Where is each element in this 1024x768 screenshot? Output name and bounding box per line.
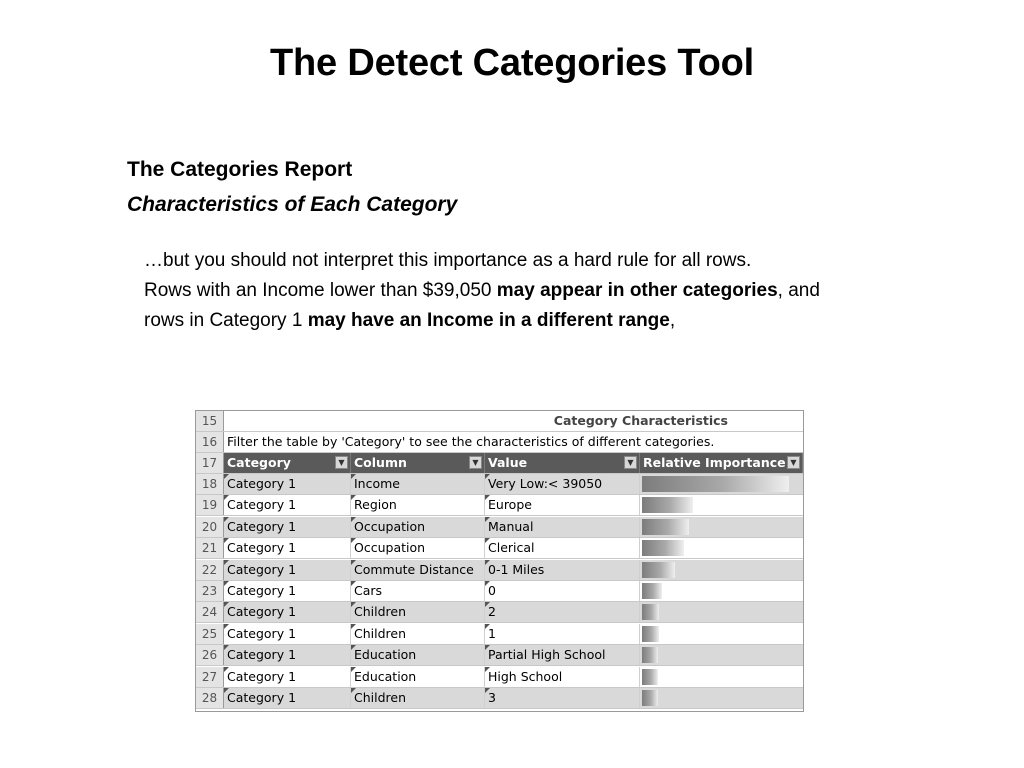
table-row	[196, 517, 803, 538]
cell-indicator-icon	[224, 474, 229, 479]
cell-value	[485, 602, 640, 622]
cell-category-text: Category 1	[227, 583, 297, 598]
row-number: 24	[196, 602, 224, 622]
importance-bar	[642, 626, 659, 642]
paragraph-3-lead: rows in Category 1	[144, 310, 308, 331]
cell-category	[224, 624, 351, 644]
cell-category-text: Category 1	[227, 604, 297, 620]
importance-bar	[642, 604, 659, 620]
paragraph-1: …but you should not interpret this importance as a hard rule for all rows.	[144, 250, 752, 271]
table-row	[196, 667, 803, 688]
dropdown-arrow-icon[interactable]: ▼	[624, 456, 637, 469]
table-row	[196, 581, 803, 602]
cell-indicator-icon	[351, 688, 356, 693]
cell-category	[224, 667, 351, 687]
cell-indicator-icon	[224, 624, 229, 629]
cell-importance	[640, 538, 803, 558]
cell-column	[351, 474, 485, 494]
paragraph-3-tail: ,	[669, 310, 676, 331]
row-number: 20	[196, 517, 224, 537]
cell-indicator-icon	[351, 474, 356, 479]
importance-bar	[642, 562, 675, 578]
cell-column-text: Education	[354, 668, 417, 684]
cell-category-text: Category 1	[227, 561, 297, 577]
cell-importance	[640, 517, 803, 537]
cell-value-text: 0	[488, 583, 496, 598]
cell-value	[485, 517, 640, 537]
paragraph-2	[144, 276, 914, 306]
paragraph-2-tail: , and	[777, 280, 820, 301]
cell-value	[485, 538, 640, 558]
slide-title: The Detect Categories Tool	[270, 42, 754, 84]
row-number: 15	[196, 411, 224, 431]
cell-column	[351, 624, 485, 644]
cell-indicator-icon	[224, 667, 229, 672]
importance-bar	[642, 583, 662, 599]
cell-column	[351, 495, 485, 515]
table-row	[196, 602, 803, 623]
cell-importance	[640, 560, 803, 580]
cell-column-text: Occupation	[354, 518, 426, 534]
cell-indicator-icon	[351, 538, 356, 543]
table-header-row	[196, 453, 803, 474]
cell-category	[224, 602, 351, 622]
cell-column-text: Children	[354, 625, 407, 641]
cell-value-text: Europe	[488, 497, 532, 513]
importance-bar	[642, 669, 658, 685]
header-category	[224, 453, 351, 473]
cell-indicator-icon	[224, 538, 229, 543]
table-row	[196, 495, 803, 516]
cell-category-text: Category 1	[227, 625, 297, 641]
row-number: 25	[196, 624, 224, 644]
sheet-note: Filter the table by 'Category' to see the characteristics of different categories.	[227, 434, 715, 449]
cell-importance	[640, 602, 803, 622]
cell-column	[351, 581, 485, 601]
cell-column	[351, 667, 485, 687]
table-row	[196, 560, 803, 581]
table-row	[196, 538, 803, 559]
cell-indicator-icon	[351, 645, 356, 650]
spreadsheet-screenshot	[195, 410, 804, 712]
cell-value	[485, 624, 640, 644]
paragraph-3	[144, 306, 914, 336]
cell-category	[224, 560, 351, 580]
cell-category	[224, 495, 351, 515]
cell-column-text: Children	[354, 604, 407, 620]
cell-indicator-icon	[485, 517, 490, 522]
cell-column-text: Education	[354, 647, 417, 663]
row-number: 18	[196, 474, 224, 494]
cell-category	[224, 581, 351, 601]
table-row	[196, 624, 803, 645]
importance-bar	[642, 647, 658, 663]
cell-column-text: Region	[354, 497, 397, 513]
header-column-label: Column	[354, 455, 407, 470]
cell-importance	[640, 645, 803, 665]
cell-value-text: 2	[488, 604, 496, 620]
cell-column	[351, 560, 485, 580]
cell-column	[351, 538, 485, 558]
cell-indicator-icon	[485, 645, 490, 650]
filter-active-icon[interactable]: ▼	[335, 456, 348, 469]
cell-indicator-icon	[351, 581, 356, 586]
cell-value	[485, 645, 640, 665]
cell-value-text: 3	[488, 690, 496, 705]
cell-category-text: Category 1	[227, 476, 297, 491]
cell-importance	[640, 474, 803, 494]
cell-column	[351, 517, 485, 537]
cell-value-text: High School	[488, 668, 563, 684]
cell-value-text: 0-1 Miles	[488, 561, 545, 577]
header-value-label: Value	[488, 455, 528, 470]
importance-bar	[642, 540, 684, 556]
cell-value	[485, 474, 640, 494]
cell-indicator-icon	[351, 560, 356, 565]
cell-value-text: Very Low:< 39050	[488, 476, 603, 491]
cell-importance	[640, 581, 803, 601]
subtitle	[127, 152, 457, 222]
row-number: 21	[196, 538, 224, 558]
cell-column-text: Children	[354, 690, 407, 705]
cell-column-text: Cars	[354, 583, 383, 598]
cell-value-text: 1	[488, 625, 496, 641]
cell-category-text: Category 1	[227, 647, 297, 663]
cell-indicator-icon	[485, 538, 490, 543]
cell-category-text: Category 1	[227, 518, 297, 534]
row-number: 27	[196, 667, 224, 687]
header-column	[351, 453, 485, 473]
importance-bar	[642, 476, 789, 492]
sheet-title-row	[196, 411, 803, 432]
cell-indicator-icon	[224, 581, 229, 586]
header-category-label: Category	[227, 455, 291, 470]
cell-importance	[640, 688, 803, 708]
subtitle-characteristics: Characteristics of Each Category	[127, 193, 458, 216]
subtitle-report-name: The Categories Report	[127, 158, 353, 181]
cell-indicator-icon	[485, 624, 490, 629]
cell-indicator-icon	[485, 560, 490, 565]
cell-value	[485, 560, 640, 580]
cell-indicator-icon	[485, 602, 490, 607]
cell-indicator-icon	[351, 517, 356, 522]
cell-column	[351, 645, 485, 665]
table-row	[196, 688, 803, 709]
cell-importance	[640, 495, 803, 515]
row-number: 26	[196, 645, 224, 665]
table-row	[196, 645, 803, 666]
cell-indicator-icon	[485, 474, 490, 479]
cell-column-text: Occupation	[354, 540, 426, 556]
cell-indicator-icon	[351, 667, 356, 672]
cell-importance	[640, 624, 803, 644]
cell-category-text: Category 1	[227, 540, 297, 556]
importance-bar	[642, 497, 693, 513]
row-number: 17	[196, 453, 224, 473]
cell-value	[485, 581, 640, 601]
cell-indicator-icon	[485, 688, 490, 693]
cell-indicator-icon	[224, 495, 229, 500]
cell-category-text: Category 1	[227, 668, 297, 684]
cell-column	[351, 602, 485, 622]
cell-indicator-icon	[224, 602, 229, 607]
cell-indicator-icon	[224, 560, 229, 565]
cell-category-text: Category 1	[227, 690, 297, 705]
paragraph-2-lead: Rows with an Income lower than $39,050	[144, 280, 497, 301]
cell-indicator-icon	[224, 688, 229, 693]
header-importance-label: Relative Importance	[643, 455, 786, 470]
cell-indicator-icon	[224, 517, 229, 522]
cell-value	[485, 495, 640, 515]
cell-value	[485, 667, 640, 687]
table-row	[196, 474, 803, 495]
sheet-note-row	[196, 432, 803, 453]
cell-value-text: Clerical	[488, 540, 535, 556]
row-number: 23	[196, 581, 224, 601]
cell-value-text: Manual	[488, 518, 534, 534]
row-number: 16	[196, 432, 224, 452]
dropdown-arrow-icon[interactable]: ▼	[787, 456, 800, 469]
importance-bar	[642, 519, 689, 535]
cell-category	[224, 474, 351, 494]
cell-value	[485, 688, 640, 708]
body-text	[144, 246, 914, 336]
sheet-title: Category Characteristics	[553, 413, 728, 428]
dropdown-arrow-icon[interactable]: ▼	[469, 456, 482, 469]
cell-value-text: Partial High School	[488, 647, 606, 663]
cell-column-text: Income	[354, 476, 400, 491]
cell-indicator-icon	[351, 602, 356, 607]
cell-category	[224, 645, 351, 665]
cell-indicator-icon	[485, 667, 490, 672]
cell-indicator-icon	[485, 495, 490, 500]
cell-category	[224, 517, 351, 537]
cell-column-text: Commute Distance	[354, 561, 474, 577]
importance-bar	[642, 690, 658, 706]
row-number: 19	[196, 495, 224, 515]
cell-indicator-icon	[224, 645, 229, 650]
cell-indicator-icon	[351, 495, 356, 500]
paragraph-2-emphasis: may appear in other categories	[496, 280, 778, 301]
cell-category-text: Category 1	[227, 497, 297, 513]
header-value	[485, 453, 640, 473]
cell-indicator-icon	[351, 624, 356, 629]
row-number: 28	[196, 688, 224, 708]
paragraph-3-emphasis: may have an Income in a different range	[307, 310, 670, 331]
cell-column	[351, 688, 485, 708]
cell-category	[224, 538, 351, 558]
cell-indicator-icon	[485, 581, 490, 586]
header-relative-importance	[640, 453, 803, 473]
cell-importance	[640, 667, 803, 687]
row-number: 22	[196, 560, 224, 580]
cell-category	[224, 688, 351, 708]
